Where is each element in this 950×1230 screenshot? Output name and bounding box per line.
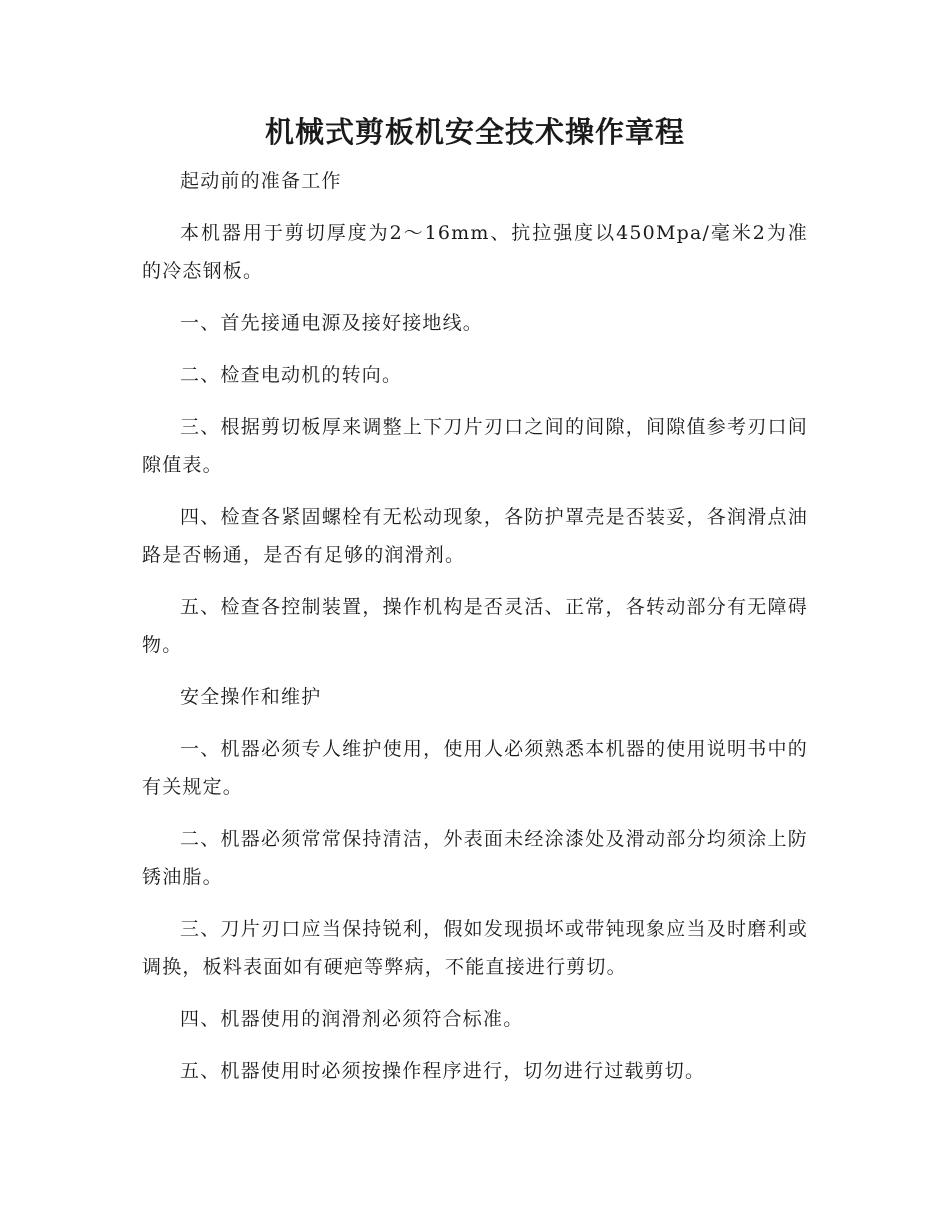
paragraph-prep-5: 五、检查各控制装置，操作机构是否灵活、正常，各转动部分有无障碍物。	[142, 596, 808, 656]
section-heading-safety: 安全操作和维护	[180, 686, 322, 708]
paragraph-safety-5: 五、机器使用时必须按操作程序进行，切勿进行过载剪切。	[180, 1060, 706, 1082]
paragraph-prep-4: 四、检查各紧固螺栓有无松动现象，各防护罩壳是否装妥，各润滑点油路是否畅通，是否有足够的润滑剂。	[142, 506, 808, 566]
paragraph-safety-4: 四、机器使用的润滑剂必须符合标准。	[180, 1008, 524, 1030]
paragraph-intro: 本机器用于剪切厚度为2～16mm、抗拉强度以450Mpa/毫米2为准的冷态钢板。	[142, 222, 808, 282]
paragraph-safety-2: 二、机器必须常常保持清洁，外表面未经涂漆处及滑动部分均须涂上防锈油脂。	[142, 828, 808, 888]
paragraph-prep-1: 一、首先接通电源及接好接地线。	[180, 312, 484, 334]
paragraph-safety-1: 一、机器必须专人维护使用，使用人必须熟悉本机器的使用说明书中的有关规定。	[142, 738, 808, 798]
page-title: 机械式剪板机安全技术操作章程	[264, 115, 685, 149]
paragraph-prep-2: 二、检查电动机的转向。	[180, 364, 403, 386]
paragraph-prep-3: 三、根据剪切板厚来调整上下刀片刃口之间的间隙，间隙值参考刃口间隙值表。	[142, 416, 808, 476]
section-heading-preparation: 起动前的准备工作	[180, 170, 342, 192]
paragraph-safety-3: 三、刀片刃口应当保持锐利，假如发现损坏或带钝现象应当及时磨利或调换，板料表面如有硬疤等弊病，不能直接进行剪切。	[142, 918, 808, 978]
